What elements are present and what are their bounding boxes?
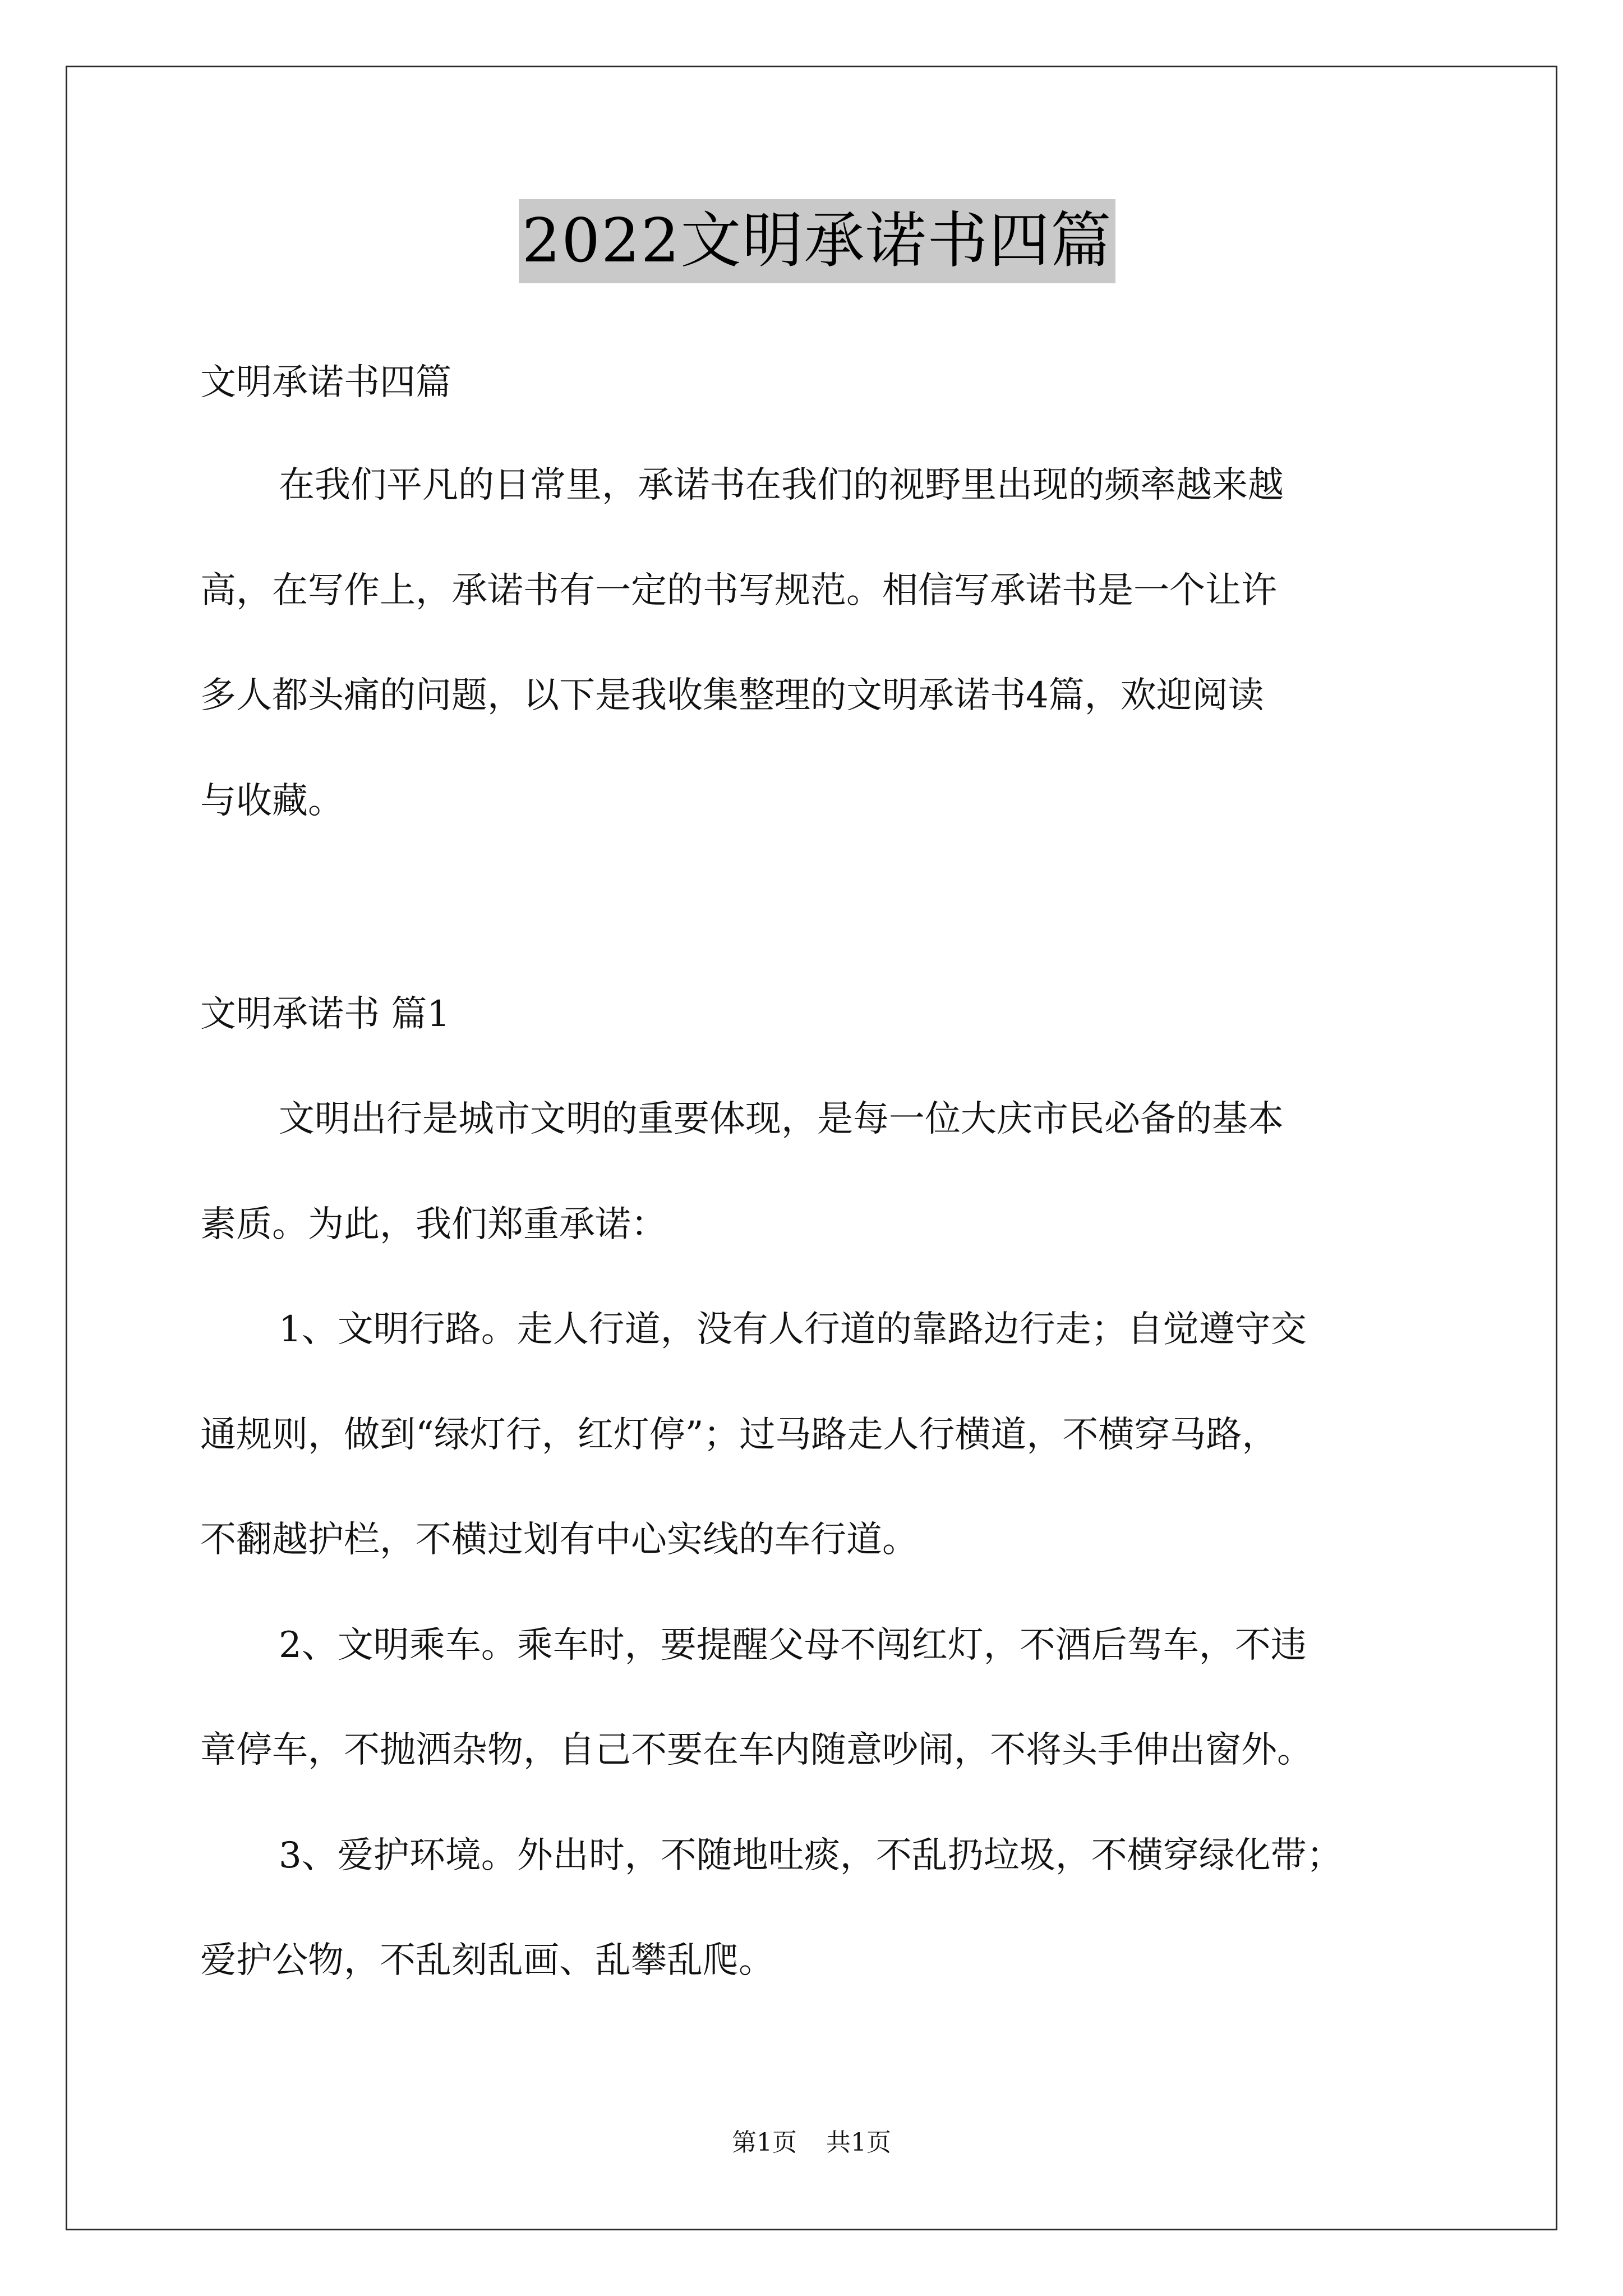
- page-number: 第1页: [732, 2128, 797, 2157]
- intro-line: 在我们平凡的日常里，承诺书在我们的视野里出现的频率越来越: [279, 464, 1284, 506]
- section-line: 素质。为此，我们郑重承诺：: [200, 1204, 667, 1245]
- section-line: 2、文明乘车。乘车时，要提醒父母不闯红灯，不酒后驾车，不违: [279, 1625, 1307, 1666]
- intro-line: 与收藏。: [200, 780, 344, 822]
- section-line: 通规则，做到“绿灯行，红灯停”；过马路走人行横道，不横穿马路，: [200, 1414, 1278, 1456]
- section-line: 1、文明行路。走人行道，没有人行道的靠路边行走；自觉遵守交: [279, 1309, 1307, 1350]
- document-title: 2022文明承诺书四篇: [519, 199, 1116, 283]
- section-line: 不翻越护栏，不横过划有中心实线的车行道。: [200, 1519, 918, 1561]
- subtitle: 文明承诺书四篇: [200, 362, 451, 403]
- section-heading: 文明承诺书 篇1: [200, 993, 450, 1035]
- page-total: 共1页: [826, 2128, 891, 2157]
- title-container: [200, 199, 1434, 283]
- section-line: 3、爱护环境。外出时，不随地吐痰，不乱扔垃圾，不横穿绿化带；: [279, 1835, 1343, 1876]
- section-line: 章停车，不抛洒杂物，自己不要在车内随意吵闹，不将头手伸出窗外。: [200, 1729, 1313, 1771]
- intro-line: 高，在写作上，承诺书有一定的书写规范。相信写承诺书是一个让许: [200, 570, 1277, 611]
- intro-line: 多人都头痛的问题，以下是我收集整理的文明承诺书4篇，欢迎阅读: [200, 675, 1264, 716]
- page-footer: [0, 2126, 1623, 2160]
- section-line: 爱护公物，不乱刻乱画、乱攀乱爬。: [200, 1940, 774, 1981]
- section-line: 文明出行是城市文明的重要体现，是每一位大庆市民必备的基本: [279, 1098, 1284, 1140]
